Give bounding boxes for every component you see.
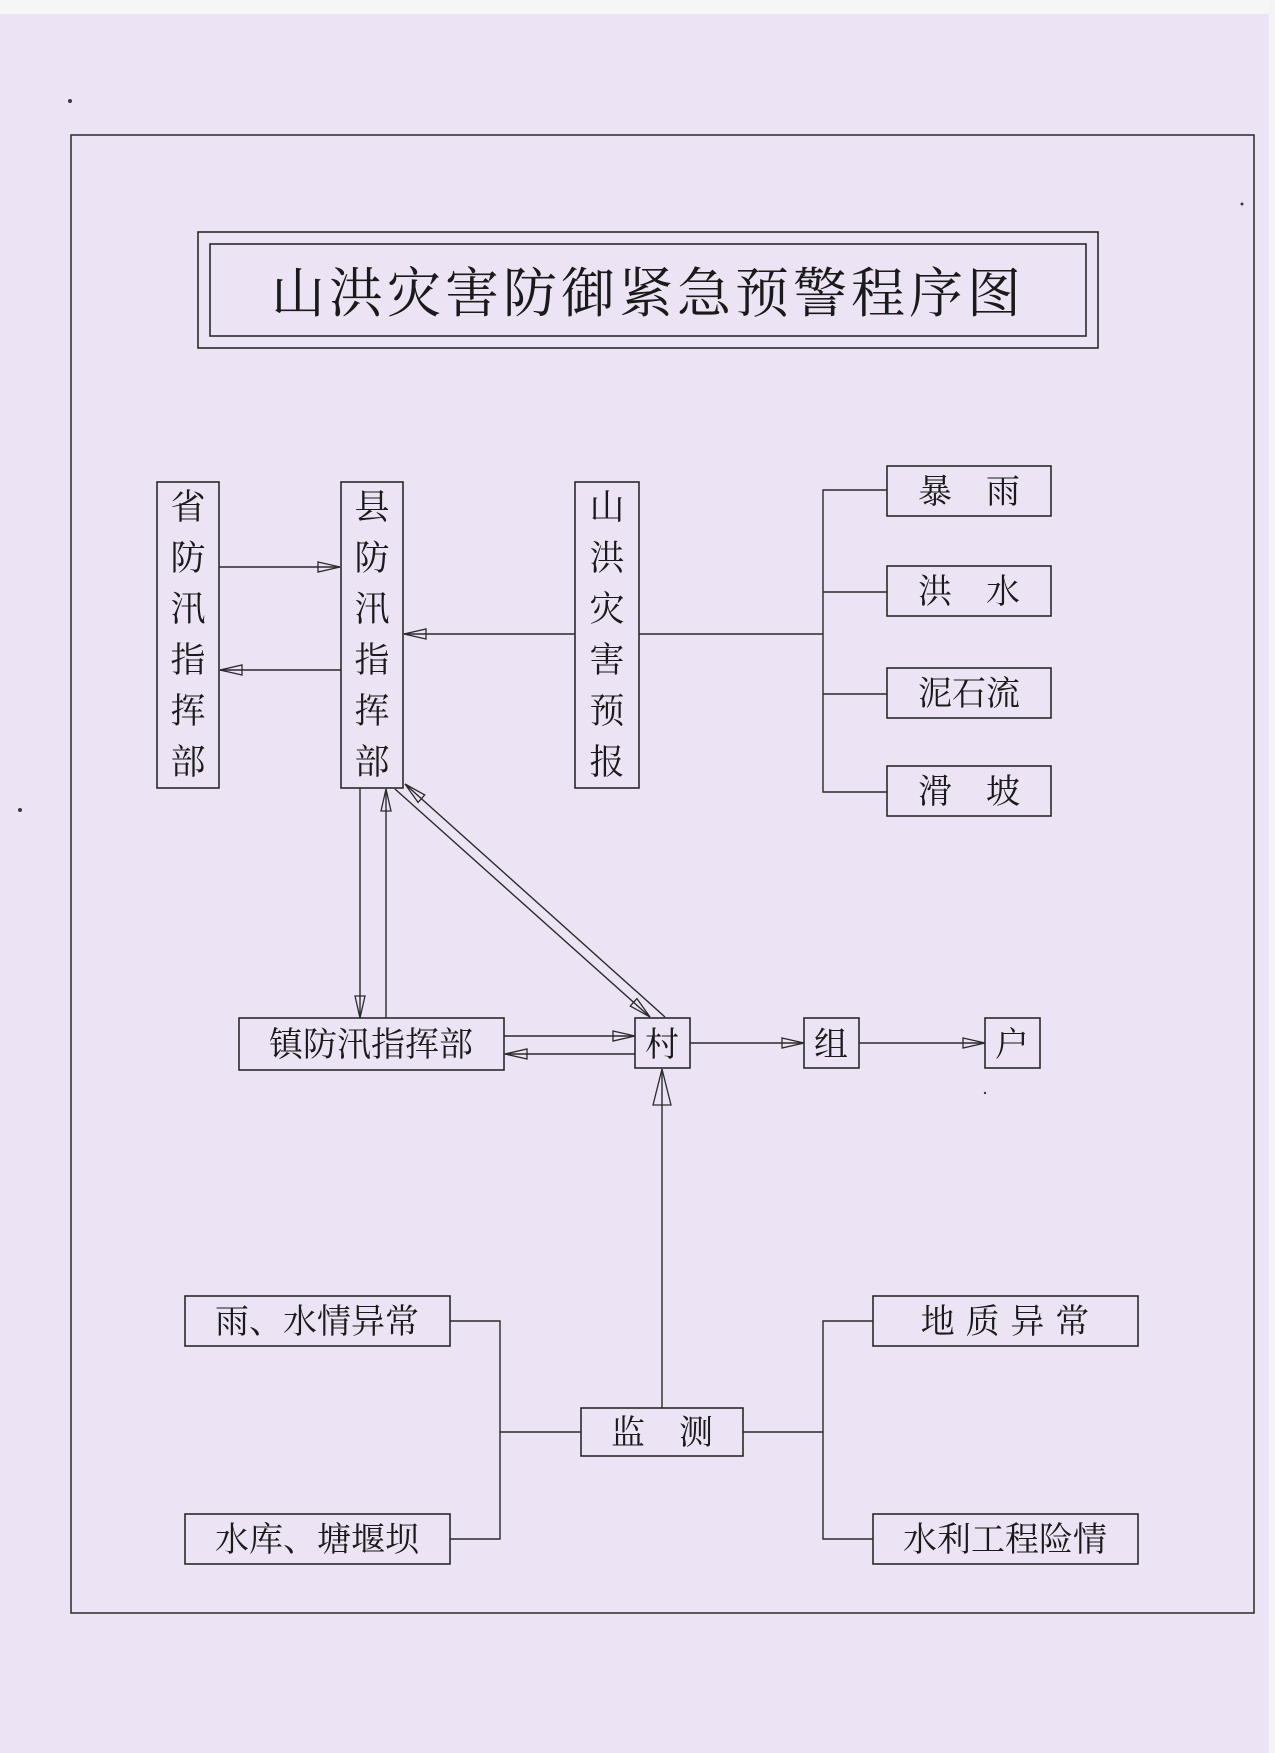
county-hq-char: 指 [354, 641, 390, 681]
county-hq-char: 部 [354, 743, 390, 783]
flood-forecast-char: 害 [589, 641, 625, 681]
flood-forecast-char: 灾 [589, 590, 625, 630]
right-source-bracket [823, 1321, 873, 1539]
scan-speck [984, 1092, 986, 1094]
household-node [985, 1018, 1040, 1068]
geological-anomaly-label: 地 质 异 常 [920, 1302, 1090, 1342]
reservoir-dam-label: 水库、塘堰坝 [215, 1520, 419, 1560]
village-label: 村 [645, 1025, 679, 1065]
county-hq-node [341, 482, 403, 788]
hazard-bracket [823, 490, 887, 792]
flood-node [887, 566, 1051, 616]
county-hq-char: 县 [354, 488, 390, 528]
town-hq-label: 镇防汛指挥部 [269, 1025, 473, 1065]
group-node [804, 1018, 859, 1068]
flood-forecast-node [575, 482, 639, 788]
village-to-county-arrow [405, 784, 665, 1017]
monitoring-label: 监 测 [611, 1413, 713, 1453]
province-hq-char: 指 [170, 641, 206, 681]
county-to-village-arrow [395, 789, 650, 1017]
flood-forecast-char: 山 [589, 488, 625, 528]
reservoir-dam-node [185, 1514, 450, 1564]
town-hq-node [239, 1018, 504, 1070]
province-hq-node [157, 482, 219, 788]
rain-water-anomaly-label: 雨、水情异常 [215, 1302, 419, 1342]
group-label: 组 [814, 1025, 848, 1065]
flood-forecast-char: 洪 [589, 539, 625, 579]
province-hq-char: 省 [170, 488, 206, 528]
scan-speck [68, 99, 72, 103]
diagram-title: 山洪灾害防御紧急预警程序图 [271, 262, 1025, 325]
flood-forecast-char: 预 [589, 692, 625, 732]
debris-flow-node [887, 668, 1051, 718]
geological-anomaly-node [873, 1296, 1138, 1346]
water-project-danger-label: 水利工程险情 [903, 1520, 1107, 1560]
landslide-node [887, 766, 1051, 816]
rainstorm-node [887, 466, 1051, 516]
water-project-danger-node [873, 1514, 1138, 1564]
village-node [635, 1018, 690, 1068]
title-box [198, 232, 1098, 348]
scan-speck [18, 808, 22, 812]
province-hq-char: 部 [170, 743, 206, 783]
flood-forecast-char: 报 [589, 743, 625, 783]
left-source-bracket [450, 1321, 500, 1539]
province-hq-char: 挥 [170, 692, 206, 732]
province-hq-char: 防 [170, 539, 206, 579]
scan-speck [1241, 203, 1244, 206]
monitoring-node [581, 1408, 743, 1456]
flood-label: 洪 水 [918, 572, 1020, 612]
county-hq-char: 汛 [354, 590, 390, 630]
rain-water-anomaly-node [185, 1296, 450, 1346]
county-hq-char: 防 [354, 539, 390, 579]
province-hq-char: 汛 [170, 590, 206, 630]
household-label: 户 [995, 1025, 1029, 1065]
landslide-label: 滑 坡 [918, 772, 1020, 812]
debris-flow-label: 泥石流 [918, 674, 1020, 714]
rainstorm-label: 暴 雨 [918, 472, 1020, 512]
county-hq-char: 挥 [354, 692, 390, 732]
